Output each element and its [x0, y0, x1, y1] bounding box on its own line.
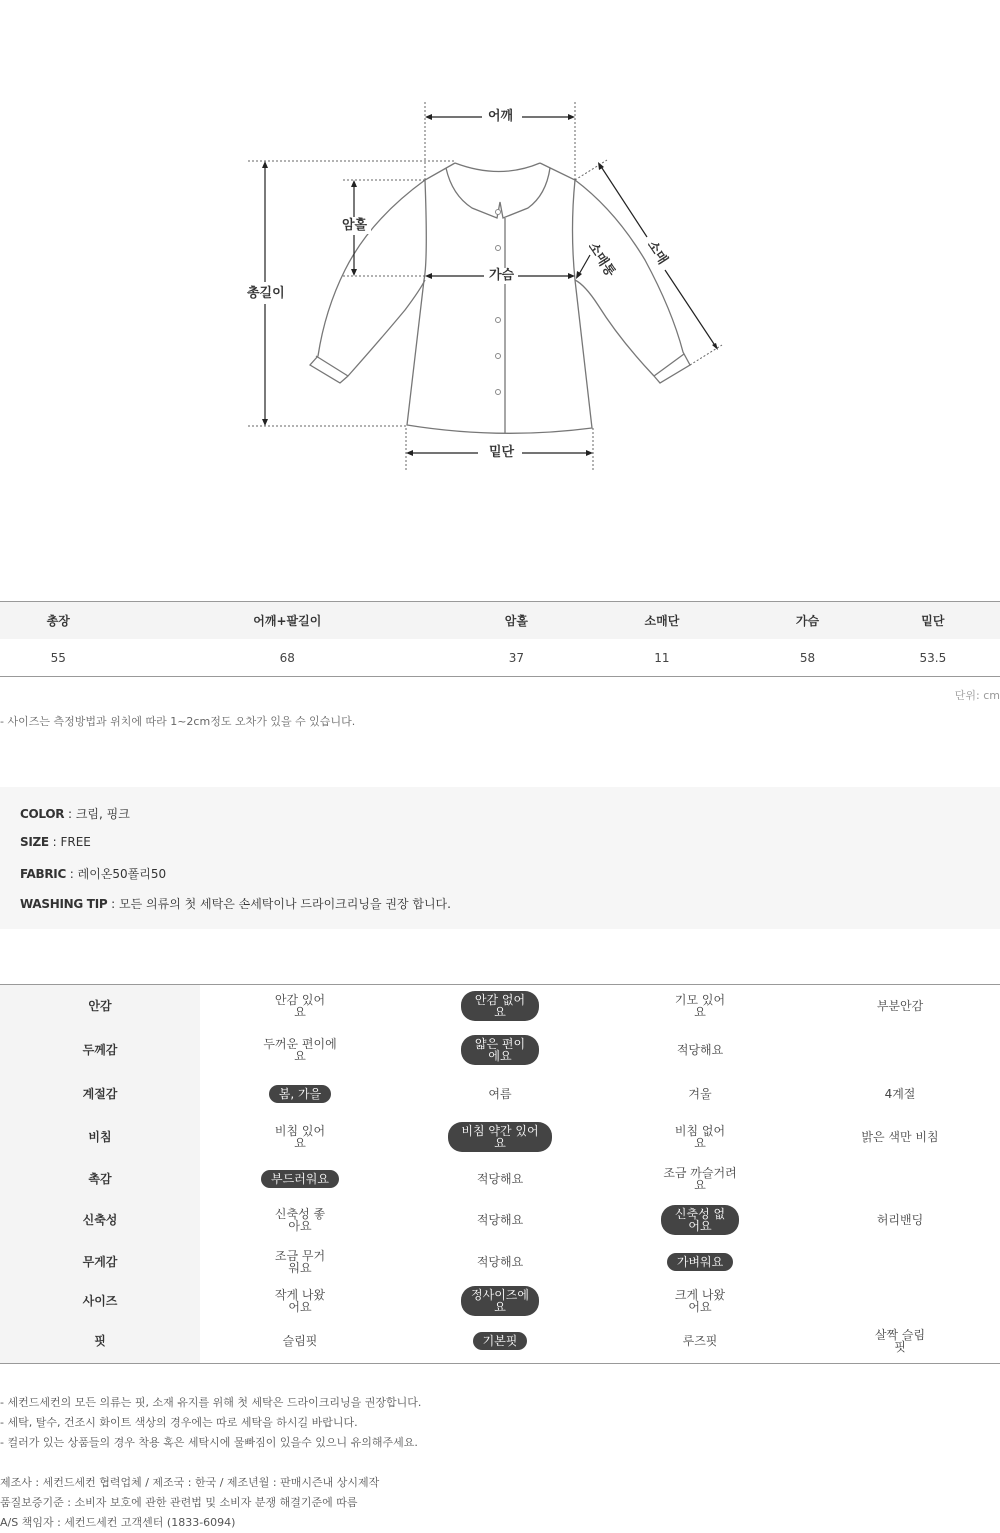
feature-option-cell [600, 1160, 800, 1198]
feature-row [0, 1116, 1000, 1158]
feature-option-cell [800, 1200, 1000, 1240]
size-value-chest: 58 [749, 639, 865, 677]
feature-row-label: 안감 [88, 999, 112, 1013]
size-header-hem: 밑단 [866, 602, 1000, 640]
feature-option-cell [400, 1116, 600, 1158]
sleeve-label: 소매 [641, 235, 672, 271]
feature-option-cell [600, 1200, 800, 1240]
feature-row-label: 두께감 [82, 1043, 118, 1057]
feature-row-label: 계절감 [82, 1087, 118, 1101]
chest-label: 가슴 [485, 268, 518, 284]
feature-option-cell [600, 1241, 800, 1283]
feature-option-cell [800, 1321, 1000, 1361]
feature-option-selected: 정사이즈에요 [461, 1286, 539, 1316]
feature-option: 적당해요 [676, 1043, 724, 1057]
feature-option: 크게 나왔어요 [674, 1288, 726, 1314]
feature-row-label: 사이즈 [82, 1294, 118, 1308]
feature-option: 두꺼운 편이에요 [263, 1037, 337, 1063]
feature-option: 적당해요 [476, 1255, 524, 1269]
fabric-value: : 레이온50폴리50 [65, 867, 167, 881]
feature-option: 여름 [488, 1087, 512, 1101]
shoulder-label: 어깨 [484, 109, 517, 125]
feature-option-cell [200, 1116, 400, 1158]
feature-option: 살짝 슬림핏 [874, 1328, 926, 1354]
size-header-chest: 가슴 [749, 602, 865, 640]
feature-option: 작게 나왔어요 [274, 1288, 326, 1314]
sleeve-width-label: 소매통 [584, 239, 618, 280]
feature-option-selected: 비침 약간 있어요 [448, 1122, 552, 1152]
feature-option-cell [200, 1160, 400, 1198]
feature-option-selected: 안감 없어요 [461, 991, 539, 1021]
feature-option-cell [600, 1116, 800, 1158]
feature-row [0, 1073, 1000, 1115]
feature-option-cell [800, 1116, 1000, 1158]
size-header-armhole: 암홀 [458, 602, 574, 640]
color-label: COLOR [20, 807, 65, 821]
fabric-label: FABRIC [20, 867, 66, 881]
feature-option-cell [600, 1073, 800, 1115]
feature-row-label: 비침 [88, 1130, 112, 1144]
size-value-armhole: 37 [458, 639, 574, 677]
feature-option-cell [800, 1073, 1000, 1115]
feature-option-cell [600, 985, 800, 1027]
washing-row [20, 895, 451, 912]
size-value: : FREE [48, 835, 91, 849]
feature-option-selected: 얇은 편이에요 [461, 1035, 539, 1065]
maker-info [0, 1473, 379, 1533]
fabric-row [20, 865, 166, 882]
maker-line-3: A/S 책임자 : 세컨드세컨 고객센터 (1833-6094) [0, 1516, 236, 1529]
feature-option: 루즈핏 [682, 1334, 718, 1348]
care-note-3: - 컬러가 있는 상품들의 경우 착용 혹은 세탁시에 물빠짐이 있을수 있으니 유의해주세요. [0, 1436, 418, 1449]
feature-option: 겨울 [688, 1087, 712, 1101]
size-value-shoulder-arm: 68 [116, 639, 458, 677]
feature-option-cell [600, 1283, 800, 1319]
feature-option-selected: 기본핏 [473, 1332, 528, 1350]
feature-option-cell [400, 1283, 600, 1319]
product-info-box [0, 787, 1000, 929]
feature-option-cell [200, 1200, 400, 1240]
maker-line-2: 품질보증기준 : 소비자 보호에 관한 관련법 및 소비자 분쟁 해결기준에 따름 [0, 1496, 358, 1509]
feature-option: 기모 있어요 [674, 993, 726, 1019]
feature-option-selected: 신축성 없어요 [661, 1205, 739, 1235]
size-label: SIZE [20, 835, 49, 849]
maker-line-1: 제조사 : 세컨드세컨 협력업체 / 제조국 : 한국 / 제조년월 : 판매시즌내 상시제작 [0, 1476, 380, 1489]
feature-option-cell [200, 1241, 400, 1283]
feature-row [0, 1321, 1000, 1361]
feature-row-label: 신축성 [82, 1213, 118, 1227]
feature-option-cell [400, 1321, 600, 1361]
feature-row [0, 1029, 1000, 1071]
size-row [20, 835, 91, 849]
size-header-cuff: 소매단 [575, 602, 750, 640]
washing-value: : 모든 의류의 첫 세탁은 손세탁이나 드라이크리닝을 권장 합니다. [107, 897, 451, 911]
feature-option-cell [200, 1321, 400, 1361]
care-notes [0, 1393, 421, 1453]
size-note: - 사이즈는 측정방법과 위치에 따라 1~2cm정도 오차가 있을 수 있습니다. [0, 715, 356, 728]
feature-option: 부분안감 [876, 999, 924, 1013]
unit-label: 단위: cm [954, 689, 1000, 702]
feature-option: 적당해요 [476, 1172, 524, 1186]
feature-option-cell [200, 985, 400, 1027]
feature-row [0, 985, 1000, 1027]
feature-option: 4계절 [884, 1087, 916, 1101]
color-value: : 크림, 핑크 [64, 807, 130, 821]
feature-option-cell [400, 1029, 600, 1071]
size-value-cuff: 11 [575, 639, 750, 677]
feature-option: 조금 무거워요 [274, 1249, 326, 1275]
armhole-label: 암홀 [338, 218, 371, 234]
feature-table [0, 984, 1000, 1364]
size-header-total-length: 총장 [0, 602, 116, 640]
feature-row-label: 핏 [94, 1334, 106, 1348]
feature-option: 안감 있어요 [274, 993, 326, 1019]
feature-option: 슬림핏 [282, 1334, 318, 1348]
feature-option: 밝은 색만 비침 [861, 1130, 939, 1144]
size-value-hem: 53.5 [866, 639, 1000, 677]
feature-option: 적당해요 [476, 1213, 524, 1227]
total-length-label: 총길이 [243, 286, 289, 302]
feature-row-label: 무게감 [82, 1255, 118, 1269]
hem-label: 밑단 [485, 445, 518, 461]
feature-option-cell [600, 1321, 800, 1361]
feature-option-cell [200, 1283, 400, 1319]
washing-label: WASHING TIP [20, 897, 108, 911]
feature-option-cell [400, 985, 600, 1027]
feature-option: 비침 없어요 [674, 1124, 726, 1150]
feature-row [0, 1160, 1000, 1198]
feature-option-cell [200, 1073, 400, 1115]
feature-option-selected: 가벼워요 [667, 1253, 733, 1271]
feature-option-cell [400, 1160, 600, 1198]
feature-option-cell [600, 1029, 800, 1071]
feature-option-cell [400, 1073, 600, 1115]
size-header-shoulder-arm: 어깨+팔길이 [116, 602, 458, 640]
feature-row [0, 1200, 1000, 1240]
feature-option-cell [400, 1200, 600, 1240]
feature-option: 신축성 좋아요 [274, 1207, 326, 1233]
feature-row [0, 1241, 1000, 1283]
feature-option: 비침 있어요 [274, 1124, 326, 1150]
feature-row-label: 촉감 [88, 1172, 112, 1186]
feature-option-selected: 부드러워요 [261, 1170, 339, 1188]
feature-option: 조금 까슬거려요 [663, 1166, 737, 1192]
feature-option: 허리밴딩 [876, 1213, 924, 1227]
size-table-value-row [0, 639, 1000, 677]
feature-option-cell [400, 1241, 600, 1283]
feature-option-cell [800, 985, 1000, 1027]
care-note-1: - 세컨드세컨의 모든 의류는 핏, 소재 유지를 위해 첫 세탁은 드라이크리닝을 권장합니다. [0, 1396, 422, 1409]
color-row [20, 805, 130, 822]
garment-diagram [0, 0, 1000, 560]
feature-option-selected: 봄, 가을 [269, 1085, 331, 1103]
care-note-2: - 세탁, 탈수, 건조시 화이트 색상의 경우에는 따로 세탁을 하시길 바랍니다. [0, 1416, 358, 1429]
feature-option-cell [200, 1029, 400, 1071]
size-table-header-row [0, 602, 1000, 640]
size-table [0, 601, 1000, 677]
feature-row [0, 1283, 1000, 1319]
size-value-total-length: 55 [0, 639, 116, 677]
